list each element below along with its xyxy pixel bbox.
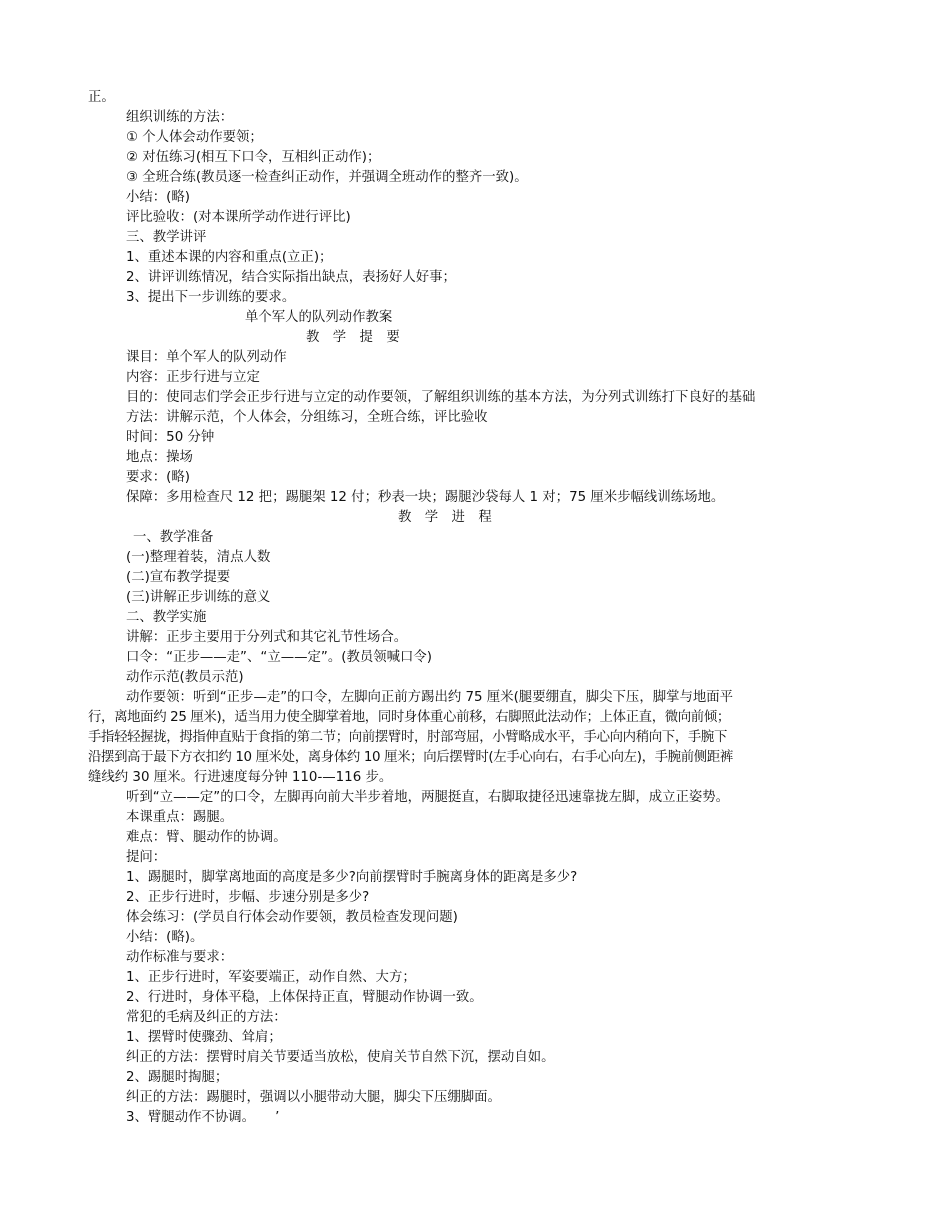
section-title: 教 学 进 程: [398, 510, 492, 525]
text-line: 口令：“正步——走”、“立——定”。(教员领喊口令): [126, 650, 433, 665]
section-heading: 一、教学准备: [133, 530, 214, 545]
list-item: ② 对伍练习(相互下口令，互相纠正动作)；: [126, 150, 381, 165]
text-line: 评比验收：(对本课所学动作进行评比): [126, 210, 351, 225]
info-line: 要求：(略): [126, 470, 191, 485]
info-line: 保障：多用检查尺 12 把；踢腿架 12 付；秒表一块；踢腿沙袋每人 1 对；75 厘米步幅线训练场地。: [126, 490, 725, 505]
text-line: 体会练习：(学员自行体会动作要领，教员检查发现问题): [126, 910, 458, 925]
text-line: 本课重点：踢腿。: [126, 810, 234, 825]
text-line: 正。: [88, 90, 115, 105]
info-line: 目的：使同志们学会正步行进与立定的动作要领，了解组织训练的基本方法，为分列式训练打下良好的基础: [126, 390, 756, 405]
paragraph-line: 行，离地面约 25 厘米)，适当用力使全脚掌着地，同时身体重心前移，右脚照此法动作；上体正直，微向前倾；: [88, 710, 730, 725]
text-line: 小结：(略)。: [126, 930, 204, 945]
list-item: 1、摆臂时使骤劲、耸肩；: [126, 1030, 282, 1045]
list-item: 1、正步行进时，军姿要端正，动作自然、大方；: [126, 970, 416, 985]
list-item: (三)讲解正步训练的意义: [126, 590, 271, 605]
info-line: 内容：正步行进与立定: [126, 370, 260, 385]
section-title: 教 学 提 要: [306, 330, 400, 345]
info-line: 时间：50 分钟: [126, 430, 215, 445]
text-line: 纠正的方法：踢腿时，强调以小腿带动大腿，脚尖下压绷脚面。: [126, 1090, 501, 1105]
list-item: (一)整理着装，清点人数: [126, 550, 271, 565]
list-item: (二)宣布教学提要: [126, 570, 231, 585]
section-label: 常犯的毛病及纠正的方法：: [126, 1010, 287, 1025]
text-line: 提问：: [126, 850, 167, 865]
list-item: ① 个人体会动作要领；: [126, 130, 263, 145]
paragraph-line: 动作要领：听到“正步—走”的口令，左脚向正前方踢出约 75 厘米(腿要绷直，脚尖下压，脚掌与地面平: [126, 690, 734, 705]
paragraph-line: 手指轻轻握拢，拇指伸直贴于食指的第二节；向前摆臂时，肘部弯屈，小臂略成水平，手心向内稍向下，手腕下: [88, 730, 727, 745]
list-item: 2、行进时，身体平稳，上体保持正直，臂腿动作协调一致。: [126, 990, 483, 1005]
list-item: 2、正步行进时，步幅、步速分别是多少?: [126, 890, 370, 905]
list-item: 1、重述本课的内容和重点(立正)；: [126, 250, 333, 265]
document-title: 单个军人的队列动作教案: [245, 310, 393, 325]
text-line: 难点：臂、腿动作的协调。: [126, 830, 287, 845]
section-heading: 二、教学实施: [126, 610, 207, 625]
list-item: 3、提出下一步训练的要求。: [126, 290, 296, 305]
paragraph-line: 听到“立——定”的口令，左脚再向前大半步着地，两腿挺直，右脚取捷径迅速靠拢左脚，成立正姿势。: [126, 790, 730, 805]
info-line: 地点：操场: [126, 450, 193, 465]
list-item: ③ 全班合练(教员逐一检查纠正动作，并强调全班动作的整齐一致)。: [126, 170, 528, 185]
section-label: 组织训练的方法：: [126, 110, 234, 125]
text-line: 纠正的方法：摆臂时肩关节要适当放松，使肩关节自然下沉，摆动自如。: [126, 1050, 555, 1065]
section-label: 动作标准与要求：: [126, 950, 234, 965]
list-item: 3、臂腿动作不协调。 ’: [126, 1110, 280, 1125]
paragraph-line: 沿摆到高于最下方衣扣约 10 厘米处，离身体约 10 厘米；向后摆臂时(左手心向右，右手心向左)，手腕前侧距裤: [88, 750, 733, 765]
text-line: 小结：(略): [126, 190, 191, 205]
info-line: 课目：单个军人的队列动作: [126, 350, 287, 365]
list-item: 2、讲评训练情况，结合实际指出缺点，表扬好人好事；: [126, 270, 456, 285]
text-line: 动作示范(教员示范): [126, 670, 244, 685]
info-line: 方法：讲解示范，个人体会，分组练习，全班合练，评比验收: [126, 410, 488, 425]
section-heading: 三、教学讲评: [126, 230, 207, 245]
list-item: 2、踢腿时掏腿；: [126, 1070, 229, 1085]
paragraph-line: 缝线约 30 厘米。行进速度每分钟 110-—116 步。: [88, 770, 393, 785]
list-item: 1、踢腿时，脚掌离地面的高度是多少?向前摆臂时手腕离身体的距离是多少?: [126, 870, 578, 885]
text-line: 讲解：正步主要用于分列式和其它礼节性场合。: [126, 630, 408, 645]
